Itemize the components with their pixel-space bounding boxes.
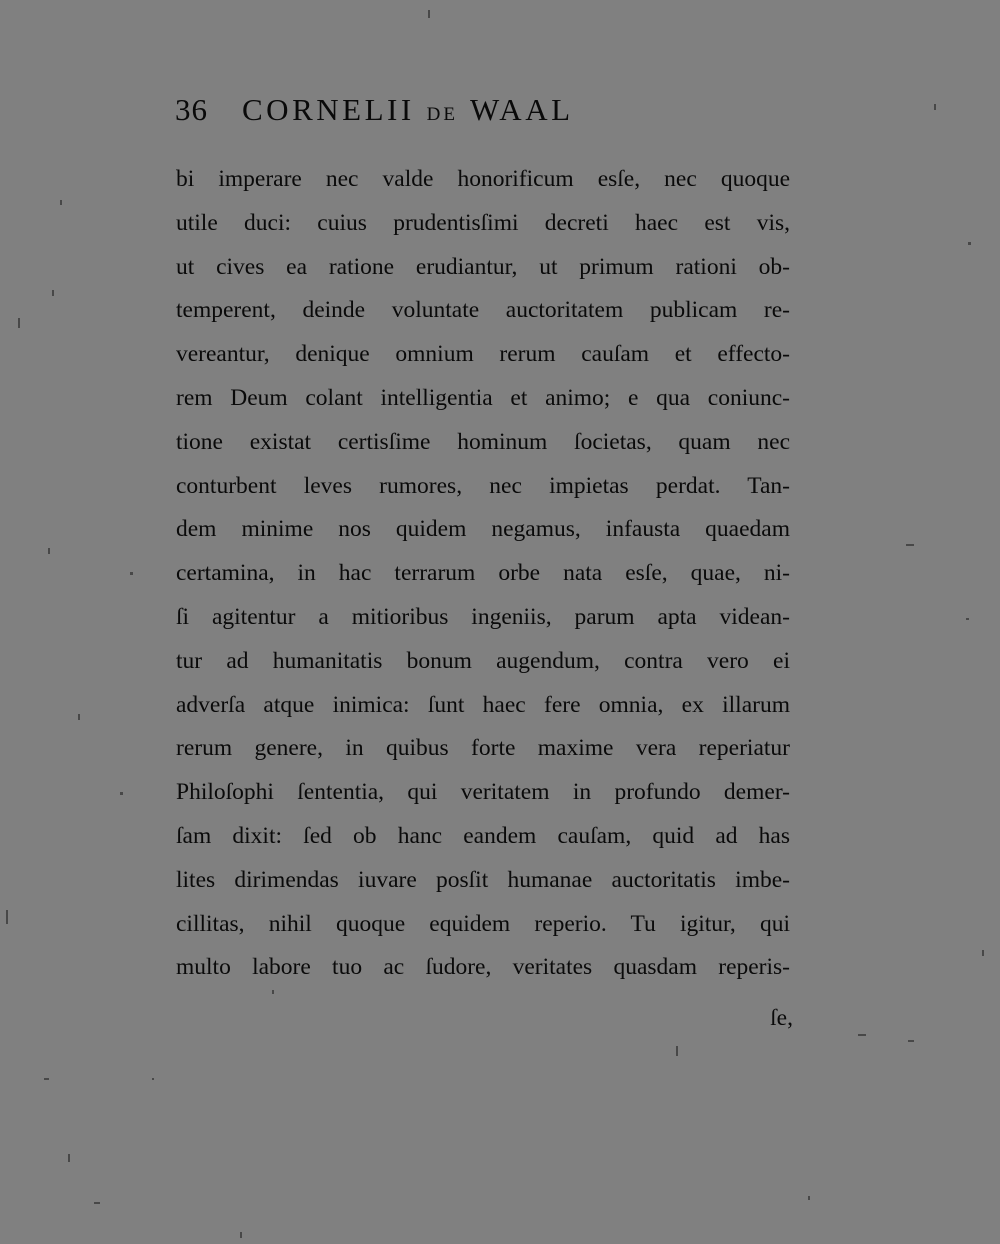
text-line: dem minime nos quidem negamus, infausta quaedam <box>176 516 790 543</box>
scan-speck <box>858 1034 866 1036</box>
scan-speck <box>68 1154 70 1162</box>
page-number: 36 <box>175 92 208 127</box>
text-line: rem Deum colant intelligentia et animo; e qua coniunc- <box>176 384 790 411</box>
text-line: cillitas, nihil quoque equidem reperio. Tu igitur, qui <box>176 910 790 937</box>
text-line: ſam dixit: ſed ob hanc eandem cauſam, quid ad has <box>176 822 790 849</box>
text-line: certamina, in hac terrarum orbe nata esſe, quae, ni- <box>176 560 790 587</box>
scan-speck <box>48 548 50 554</box>
scan-speck <box>428 10 430 18</box>
text-line: vereantur, denique omnium rerum cauſam et effecto- <box>176 341 790 368</box>
body-text <box>176 158 790 990</box>
text-line: tione existat certisſime hominum ſocietas, quam nec <box>176 428 790 455</box>
scan-speck <box>968 242 971 245</box>
running-title <box>242 92 574 128</box>
text-line: tur ad humanitatis bonum augendum, contra vero ei <box>176 647 790 674</box>
text-line: multo labore tuo ac ſudore, veritates quasdam reperis- <box>176 954 790 981</box>
scan-speck <box>94 1202 100 1204</box>
text-line: lites dirimendas iuvare posſit humanae auctoritatis imbe- <box>176 866 790 893</box>
text-line: ut cives ea ratione erudiantur, ut primum rationi ob- <box>176 253 790 280</box>
text-line: utile duci: cuius prudentisſimi decreti haec est vis, <box>176 209 790 236</box>
scan-speck <box>906 544 914 546</box>
running-header <box>175 92 795 140</box>
text-line: adverſa atque inimica: ſunt haec fere omnia, ex illarum <box>176 691 790 718</box>
scan-speck <box>272 990 274 994</box>
scan-speck <box>966 618 969 620</box>
author-last-name: WAAL <box>469 92 574 127</box>
scan-speck <box>130 572 133 575</box>
scan-speck <box>982 950 984 956</box>
scan-speck <box>78 714 80 720</box>
scan-speck <box>120 792 123 795</box>
text-line: bi imperare nec valde honorificum esſe, nec quoque <box>176 166 790 192</box>
scan-speck <box>676 1046 678 1056</box>
scan-speck <box>6 910 8 924</box>
scan-speck <box>52 290 54 296</box>
catchword: ſe, <box>770 1005 793 1031</box>
text-line: conturbent leves rumores, nec impietas perdat. Tan- <box>176 472 790 499</box>
scan-speck <box>908 1040 914 1042</box>
scan-speck <box>60 200 62 205</box>
author-first-name: CORNELII <box>242 92 415 127</box>
scan-speck <box>240 1232 242 1238</box>
scan-speck <box>934 104 936 110</box>
text-line: Philoſophi ſententia, qui veritatem in profundo demer- <box>176 779 790 806</box>
text-line: ſi agitentur a mitioribus ingeniis, parum apta videan- <box>176 603 790 630</box>
scan-speck <box>152 1078 154 1080</box>
scan-speck <box>808 1196 810 1200</box>
scan-speck <box>18 318 20 328</box>
text-line: rerum genere, in quibus forte maxime vera reperiatur <box>176 735 790 762</box>
scan-speck <box>44 1078 49 1080</box>
author-particle: DE <box>426 104 458 125</box>
text-line: temperent, deinde voluntate auctoritatem publicam re- <box>176 297 790 324</box>
